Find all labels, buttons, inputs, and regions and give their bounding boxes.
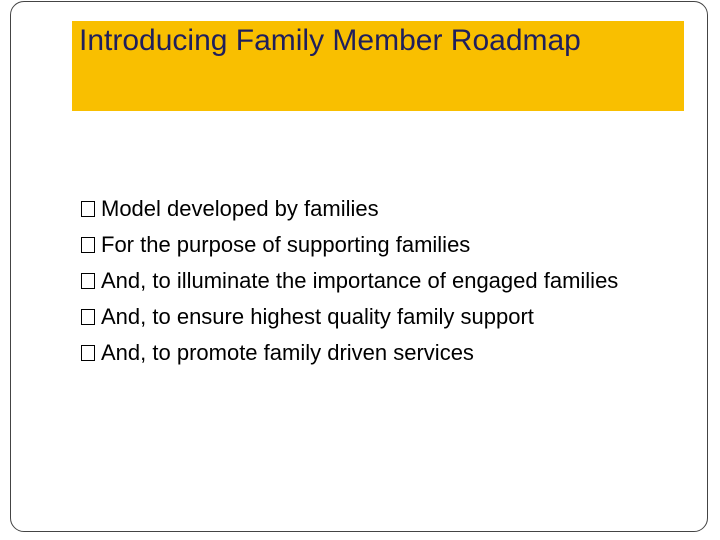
slide-title: Introducing Family Member Roadmap xyxy=(79,24,581,57)
bullet-text: And, to ensure highest quality family support xyxy=(101,304,534,329)
square-bullet-icon xyxy=(81,345,95,361)
bullet-item xyxy=(79,229,659,260)
bullet-list xyxy=(79,193,659,373)
bullet-text: For the purpose of supporting families xyxy=(101,232,471,257)
square-bullet-icon xyxy=(81,273,95,289)
bullet-item xyxy=(79,337,659,368)
title-banner xyxy=(72,21,684,111)
bullet-item xyxy=(79,301,659,332)
bullet-item xyxy=(79,193,659,224)
bullet-text: And, to promote family driven services xyxy=(101,340,474,365)
bullet-item xyxy=(79,265,659,296)
square-bullet-icon xyxy=(81,237,95,253)
bullet-text: And, to illuminate the importance of engaged families xyxy=(101,268,619,293)
square-bullet-icon xyxy=(81,309,95,325)
square-bullet-icon xyxy=(81,201,95,217)
bullet-text: Model developed by families xyxy=(101,196,379,221)
